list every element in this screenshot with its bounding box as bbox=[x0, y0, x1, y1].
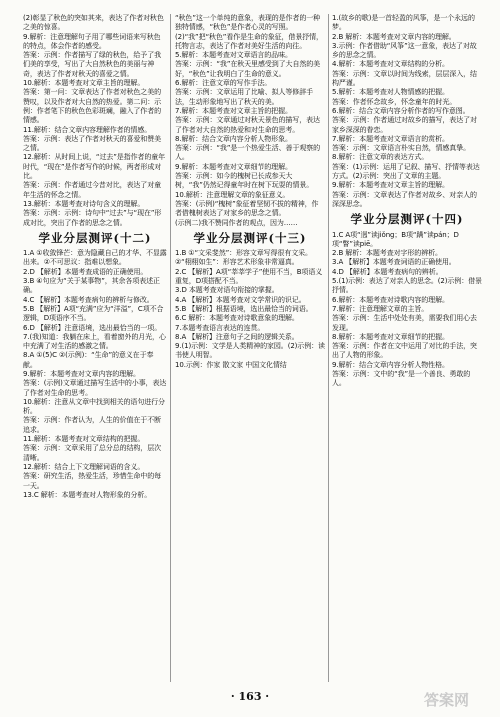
answer-paragraph: 8.解析：结合文章内容分析人物形象。 bbox=[175, 134, 292, 143]
answer-paragraph: 8.解析：注意文章的表达方式。 bbox=[332, 153, 429, 162]
answer-paragraph: 2.B 解析：本题考查对字形的辨析。 bbox=[332, 249, 442, 258]
answer-paragraph: 3.D 本题考查对语句衔接的掌握。 bbox=[175, 286, 279, 295]
answer-paragraph: 1.A ①收敛锋芒：意为隐藏自己的才华、不显露出来。②不可思议：指难以想象。 bbox=[23, 249, 167, 267]
column-divider-left bbox=[170, 14, 171, 682]
answer-paragraph: 1.B ①“文采斐然”：形容文章写得很有文采。②“栩栩如生”：形容艺术形象非常逼真。 bbox=[175, 249, 312, 267]
answer-paragraph: 8.A ①(5)C ②(示例)：“生命”的意义在于奉献。 bbox=[23, 351, 154, 369]
section-heading: 学业分层测评(十四) bbox=[350, 212, 464, 227]
answer-paragraph: 10.解析：注意从文章中找到相关的语句进行分析。 bbox=[23, 397, 165, 416]
answer-paragraph: 答案：示例：示例：诗句中“过去”与“现在”形成对比，突出了作者的思念之情。 bbox=[23, 209, 162, 227]
answer-paragraph: 4.解析：本题考查对文章结构的分析。 bbox=[332, 60, 449, 69]
column-middle bbox=[175, 14, 325, 682]
answer-paragraph: (示例二)我不赞同作者的观点，因为…… bbox=[175, 218, 298, 227]
answer-paragraph: 2.C 【解析】A项“莘莘学子”使用不当，B项语义重复，D项搭配不当。 bbox=[175, 267, 323, 286]
answer-paragraph: 答案：作者怀念故乡，怀念童年的时光。 bbox=[332, 97, 457, 106]
answer-paragraph: 答案：示例：作者描写了绿的秋色，给予了我们美的享受，写出了大自然秋色的美丽与神奇，表达了作者对秋天的喜爱之情。 bbox=[23, 51, 161, 78]
answer-paragraph: 6.解析：本题考查对诗歌内容的理解。 bbox=[332, 295, 449, 304]
answer-paragraph: 10.解析：本题考查对文章主旨的理解。 bbox=[23, 79, 145, 88]
answer-paragraph: 13.C 解析：本题考查对人物形象的分析。 bbox=[23, 490, 152, 499]
answer-paragraph: 答案：(示例)文章通过描写生活中的小事，表达了作者对生命的思考。 bbox=[23, 379, 167, 397]
answer-paragraph: 答案：示例：作者通过今昔对比，表达了对童年生活的怀念之情。 bbox=[23, 181, 161, 199]
answer-paragraph: 2.D 【解析】本题考查成语的正确使用。 bbox=[23, 267, 148, 276]
section-heading: 学业分层测评(十二) bbox=[38, 230, 152, 245]
answer-paragraph: 5.解析：本题考查对文章语言的品味。 bbox=[175, 51, 292, 60]
answer-paragraph: 答案：示例：文中的“我”是一个善良、勇敢的人。 bbox=[332, 369, 471, 388]
answer-paragraph: 12.解析：结合上下文理解词语的含义。 bbox=[23, 462, 145, 471]
answer-paragraph: 答案：示例：如今的槐树已长成参天大树，“我”仍然记得童年时在树下玩耍的情景。 bbox=[175, 172, 314, 190]
answer-paragraph: 10.示例：作家 散文家 中国文化情结 bbox=[175, 360, 287, 369]
answer-paragraph: 5.B 【解析】A项“充满”应为“洋溢”，C项不合逻辑，D项语序不当。 bbox=[23, 304, 164, 323]
answer-paragraph: 6.D 【解析】注意语境，选出最恰当的一项。 bbox=[23, 323, 162, 332]
column-divider-right bbox=[328, 14, 329, 682]
watermark-logo: 答案网 bbox=[424, 691, 470, 709]
answer-paragraph: 1.(故乡的歌)是一首轻盈的风筝，是一个永远的梦。 bbox=[332, 14, 475, 32]
answer-paragraph: 8.A 【解析】注意句子之间的逻辑关系。 bbox=[175, 332, 299, 341]
answer-paragraph: 4.D 【解析】本题考查病句的辨析。 bbox=[332, 267, 443, 276]
answer-paragraph: 4.A 【解析】本题考查对文学常识的识记。 bbox=[175, 295, 306, 304]
answer-paragraph: 4.C 【解析】本题考查病句的辨析与修改。 bbox=[23, 295, 154, 304]
answer-paragraph: 答案：示例：文章语言朴实自然，情感真挚。 bbox=[332, 144, 470, 153]
answer-paragraph: 答案：示例：文章采用了总分总的结构，层次清晰。 bbox=[23, 444, 161, 462]
answer-paragraph: 答案：示例：文章通过对秋天景色的描写，表达了作者对大自然的热爱和对生命的思考。 bbox=[175, 116, 320, 134]
answer-paragraph: 3.B ④句应为“关于某事物”，其余各项表述正确。 bbox=[23, 277, 160, 295]
answer-paragraph: 9.解析：结合文章内容分析人物性格。 bbox=[332, 360, 449, 369]
answer-paragraph: 7.解析：注意理解文章的主旨。 bbox=[332, 304, 429, 313]
answer-paragraph: 13.解析：本题考查对诗句含义的理解。 bbox=[23, 199, 145, 208]
answer-paragraph: 答案：示例：作者在文中运用了对比的手法，突出了人物的形象。 bbox=[332, 342, 477, 360]
answer-paragraph: 12.解析：从时间上说，“过去”是指作者的童年时代，“现在”是作者写作的时候，两者形成对比。 bbox=[23, 153, 166, 181]
answer-paragraph: 2.B 解析：本题考查对文章内容的理解。 bbox=[332, 32, 456, 41]
section-heading: 学业分层测评(十三) bbox=[193, 230, 307, 245]
answer-paragraph: 答案：示例：文章以时间为线索，层层深入，结构严谨。 bbox=[332, 69, 477, 88]
answer-paragraph: 7.本题考查语言表达的连贯。 bbox=[175, 323, 265, 332]
answer-paragraph: 1.C A项“迥”读jiǒng；B项“蹒”读pán；D项“瞥”读piē。 bbox=[332, 230, 459, 248]
answer-paragraph: 答案：示例：文章运用了比喻、拟人等修辞手法，生动形象地写出了秋天的美。 bbox=[175, 88, 313, 106]
answer-paragraph: (2)“我”把“秋色”看作是生命的象征，借景抒情，托物言志，表达了作者对美好生活的向往。 bbox=[175, 32, 323, 50]
answer-paragraph: 7.(我)知道：我躺在床上，看着窗外的月光，心中充满了对生活的感激之情。 bbox=[23, 332, 166, 351]
answer-paragraph: 11.解析：结合文章内容理解作者的情感。 bbox=[23, 125, 152, 134]
answer-paragraph: (2)彰显了秋色的突如其来，表达了作者对秋色之美的惊喜。 bbox=[23, 14, 164, 32]
answer-paragraph: 答案：第一问：文章表达了作者对秋色之美的赞叹，以及作者对大自然的热爱。第二问：示例：作者笔下的秋色色彩斑斓，融入了作者的情感。 bbox=[23, 88, 161, 125]
answer-paragraph: 8.解析：本题考查对文章细节的把握。 bbox=[332, 332, 449, 341]
answer-paragraph: 答案：示例：“我”是一个热爱生活、善于观察的人。 bbox=[175, 144, 321, 162]
answer-paragraph: 10.解析：注意理解文章的象征意义。 bbox=[175, 190, 290, 199]
answer-paragraph: 答案：(示例)“槐树”象征着坚韧不拔的精神，作者借槐树表达了对家乡的思念之情。 bbox=[175, 199, 319, 218]
answer-paragraph: 3.A 【解析】本题考查词语的正确使用。 bbox=[332, 258, 456, 267]
answer-paragraph: 答案：示例：文章表达了作者对故乡、对亲人的深深思念。 bbox=[332, 190, 477, 208]
answer-paragraph: 6.解析：注意文章的写作手法。 bbox=[175, 79, 272, 88]
answer-paragraph: 5.解析：本题考查对人物情感的把握。 bbox=[332, 88, 449, 97]
answer-paragraph: 9.解析：本题考查对文章内容的理解。 bbox=[23, 369, 140, 378]
answer-paragraph: “秋色”这一个单纯的意象，表现的是作者的一种独特情感，“秋色”是作者心灵的写照。 bbox=[175, 14, 321, 32]
answer-paragraph: 答案：示例：作者认为，人生的价值在于不断追求。 bbox=[23, 416, 161, 434]
answer-paragraph: 9.解析：本题考查对文章细节的理解。 bbox=[175, 162, 292, 171]
answer-paragraph: 5.B 【解析】根据语境，选出最恰当的词语。 bbox=[175, 304, 313, 313]
column-right bbox=[332, 14, 482, 682]
answer-paragraph: 答案：示例：表达了作者对秋天的喜爱和赞美之情。 bbox=[23, 134, 161, 153]
answer-paragraph: 答案：示例：“我”在秋天里感受到了大自然的美好，“秋色”让我明白了生命的意义。 bbox=[175, 60, 321, 78]
answer-paragraph: 3.示例：作者借助“风筝”这一意象，表达了对故乡的思念之情。 bbox=[332, 41, 477, 60]
page-number: · 163 · bbox=[230, 690, 270, 703]
answer-paragraph: 答案：示例：作者通过对故乡的描写，表达了对家乡深深的眷恋。 bbox=[332, 116, 477, 134]
column-left bbox=[23, 14, 167, 682]
answer-paragraph: 7.解析：本题考查对文章主旨的把握。 bbox=[175, 106, 292, 115]
answer-paragraph: 答案：研究生活，热爱生活，珍惜生命中的每一天。 bbox=[23, 472, 161, 490]
answer-paragraph: 9.(1)示例：文学是人类精神的家园。(2)示例：读书使人明智。 bbox=[175, 342, 325, 360]
answer-paragraph: 7.解析：本题考查对文章语言的赏析。 bbox=[332, 134, 449, 143]
answer-paragraph: 9.解析：本题考查对文章主旨的理解。 bbox=[332, 181, 449, 190]
answer-paragraph: 11.解析：本题考查对文章结构的把握。 bbox=[23, 435, 145, 444]
answer-paragraph: 答案：(1)示例：运用了记叙、描写、抒情等表达方式。(2)示例：突出了文章的主题。 bbox=[332, 162, 480, 181]
answer-paragraph: 答案：示例：生活中处处有美，需要我们用心去发现。 bbox=[332, 314, 477, 332]
answer-paragraph: 6.解析：结合文章内容分析作者的写作意图。 bbox=[332, 106, 470, 115]
answer-paragraph: 6.C 解析：本题考查对诗歌意象的理解。 bbox=[175, 314, 299, 323]
answer-paragraph: 5.(1)示例：表达了对亲人的思念。(2)示例：借景抒情。 bbox=[332, 277, 482, 295]
answer-paragraph: 9.解析：注意理解句子用了哪些词语来写秋色的特点，体会作者的感受。 bbox=[23, 32, 161, 50]
